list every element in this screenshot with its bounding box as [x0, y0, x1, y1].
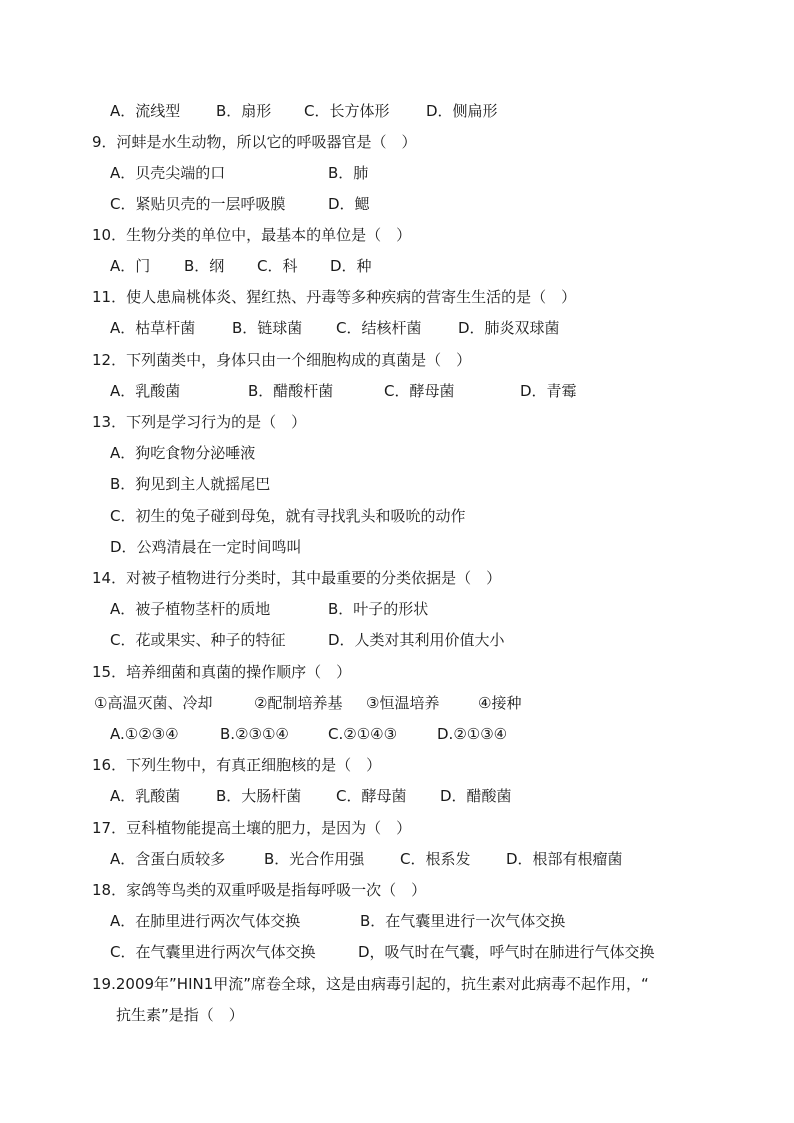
- q11-option-c: C．结核杆菌: [336, 319, 422, 337]
- q15-step-4: ④接种: [478, 694, 522, 712]
- q14-option-c: C．花或果实、种子的特征: [110, 631, 286, 649]
- q9-stem: 9．河蚌是水生动物，所以它的呼吸器官是（ ）: [92, 133, 417, 151]
- q14-stem: 14．对被子植物进行分类时，其中最重要的分类依据是（ ）: [92, 569, 502, 587]
- q9-option-b: B．肺: [328, 164, 369, 182]
- q13-option-c: C．初生的兔子碰到母兔，就有寻找乳头和吸吮的动作: [110, 507, 466, 525]
- q17-option-d: D．根部有根瘤菌: [506, 850, 623, 868]
- q11-stem: 11．使人患扁桃体炎、猩红热、丹毒等多种疾病的营寄生生活的是（ ）: [92, 288, 577, 306]
- q13-stem: 13．下列是学习行为的是（ ）: [92, 413, 307, 431]
- q18-stem: 18．家鸽等鸟类的双重呼吸是指每呼吸一次（ ）: [92, 881, 427, 899]
- q19-stem-line1: 19.2009年”HIN1甲流”席卷全球，这是由病毒引起的，抗生素对此病毒不起作用，“: [92, 975, 649, 993]
- q8-option-c: C．长方体形: [304, 102, 390, 120]
- q16-option-a: A．乳酸菌: [110, 787, 181, 805]
- q13-option-d: D．公鸡清晨在一定时间鸣叫: [110, 538, 302, 556]
- q17-option-c: C．根系发: [400, 850, 471, 868]
- q16-option-d: D．醋酸菌: [440, 787, 512, 805]
- q12-option-a: A．乳酸菌: [110, 382, 181, 400]
- q15-option-b: B.②③①④: [220, 725, 289, 743]
- q17-option-a: A．含蛋白质较多: [110, 850, 226, 868]
- q15-option-c: C.②①④③: [328, 725, 398, 743]
- q8-option-b: B．扇形: [216, 102, 272, 120]
- q11-option-b: B．链球菌: [232, 319, 303, 337]
- q12-stem: 12．下列菌类中，身体只由一个细胞构成的真菌是（ ）: [92, 351, 472, 369]
- q9-option-c: C．紧贴贝壳的一层呼吸膜: [110, 195, 286, 213]
- q19-stem-line2: 抗生素”是指（ ）: [116, 1006, 244, 1024]
- q17-option-b: B．光合作用强: [264, 850, 365, 868]
- q18-option-c: C．在气囊里进行两次气体交换: [110, 943, 316, 961]
- q17-stem: 17．豆科植物能提高土壤的肥力，是因为（ ）: [92, 819, 412, 837]
- q9-option-a: A．贝壳尖端的口: [110, 164, 226, 182]
- q8-option-a: A．流线型: [110, 102, 181, 120]
- q12-option-c: C．酵母菌: [384, 382, 455, 400]
- q11-option-a: A．枯草杆菌: [110, 319, 196, 337]
- q16-option-b: B．大肠杆菌: [216, 787, 302, 805]
- q18-option-d: D，吸气时在气囊，呼气时在肺进行气体交换: [358, 943, 655, 961]
- q8-option-d: D．侧扁形: [426, 102, 498, 120]
- q18-option-a: A．在肺里进行两次气体交换: [110, 912, 301, 930]
- q10-option-d: D．种: [330, 257, 372, 275]
- q9-option-d: D．鳃: [328, 195, 370, 213]
- q10-option-b: B．纲: [184, 257, 225, 275]
- q13-option-a: A．狗吃食物分泌唾液: [110, 444, 256, 462]
- q14-option-a: A．被子植物茎杆的质地: [110, 600, 271, 618]
- q14-option-b: B．叶子的形状: [328, 600, 429, 618]
- q15-step-3: ③恒温培养: [366, 694, 440, 712]
- q12-option-b: B．醋酸杆菌: [248, 382, 334, 400]
- q16-option-c: C．酵母菌: [336, 787, 407, 805]
- q10-option-c: C．科: [257, 257, 298, 275]
- q18-option-b: B．在气囊里进行一次气体交换: [360, 912, 566, 930]
- q10-option-a: A．门: [110, 257, 151, 275]
- q11-option-d: D．肺炎双球菌: [458, 319, 560, 337]
- q12-option-d: D．青霉: [520, 382, 577, 400]
- q16-stem: 16．下列生物中，有真正细胞核的是（ ）: [92, 756, 382, 774]
- q13-option-b: B．狗见到主人就摇尾巴: [110, 475, 271, 493]
- q15-option-a: A.①②③④: [110, 725, 179, 743]
- q15-stem: 15．培养细菌和真菌的操作顺序（ ）: [92, 663, 352, 681]
- q14-option-d: D．人类对其利用价值大小: [328, 631, 505, 649]
- q10-stem: 10．生物分类的单位中，最基本的单位是（ ）: [92, 226, 412, 244]
- q15-option-d: D.②①③④: [437, 725, 508, 743]
- q15-step-2: ②配制培养基: [254, 694, 343, 712]
- q15-step-1: ①高温灭菌、冷却: [94, 694, 213, 712]
